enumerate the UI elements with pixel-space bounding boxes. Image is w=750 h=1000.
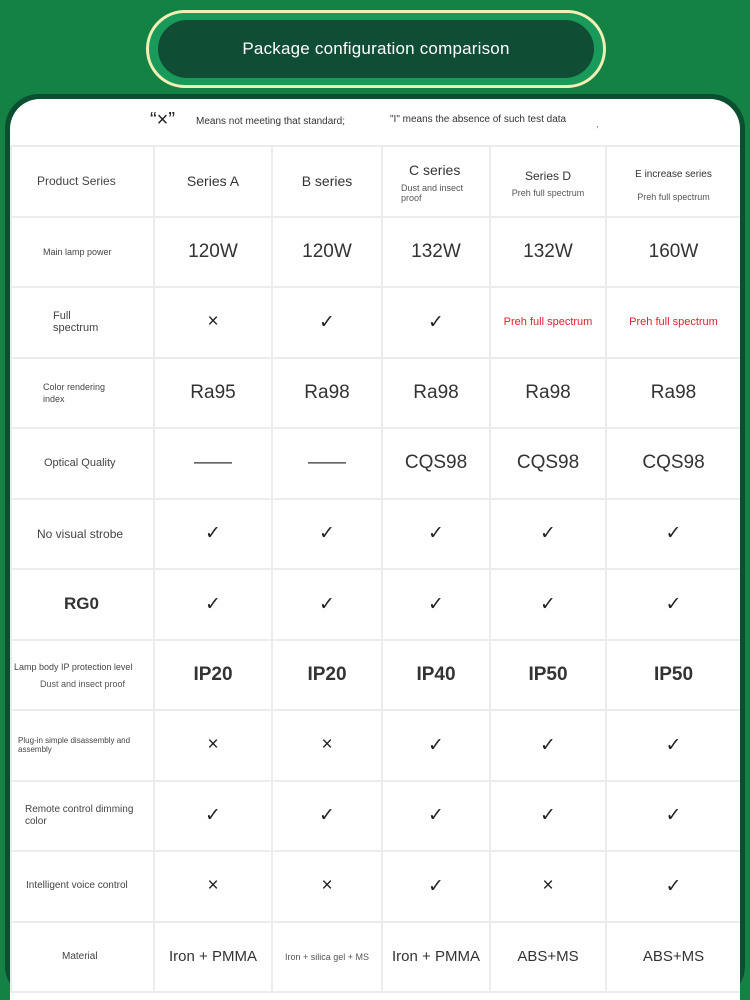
table-cell: —— <box>154 428 272 499</box>
table-cell: Iron + PMMA <box>382 922 490 993</box>
row-label: RG0 <box>11 569 154 640</box>
slash-legend-text: "I" means the absence of such test data <box>390 114 567 125</box>
table-cell: ✓ <box>490 710 606 781</box>
table-cell: 132W <box>382 217 490 288</box>
table-header-row <box>11 146 740 217</box>
table-row <box>11 710 740 781</box>
table-cell: ✓ <box>272 781 382 852</box>
table-cell: ✓ <box>382 569 490 640</box>
table-cell: Preh full spectrum <box>490 287 606 358</box>
row-label <box>11 640 154 711</box>
table-cell: 120W <box>154 217 272 288</box>
table-cell: IP20 <box>154 640 272 711</box>
table-cell: 132W <box>490 217 606 288</box>
title-banner <box>146 10 606 88</box>
table-cell: ✓ <box>490 781 606 852</box>
table-cell: Ra98 <box>382 358 490 429</box>
table-cell: × <box>490 851 606 922</box>
table-cell: ✓ <box>606 569 740 640</box>
table-row <box>11 287 740 358</box>
table-cell: ✓ <box>382 499 490 570</box>
header-label: Product Series <box>11 146 154 217</box>
row-label <box>11 781 154 852</box>
row-label: Material <box>11 922 154 993</box>
row-label-text: Full spectrum <box>53 310 99 335</box>
column-subtitle: Preh full spectrum <box>637 191 710 202</box>
column-name: B series <box>301 173 353 190</box>
table-cell: ✓ <box>490 569 606 640</box>
table-cell: Ra98 <box>272 358 382 429</box>
column-header <box>272 146 382 217</box>
page-title: Package configuration comparison <box>158 20 594 78</box>
table-cell: IP50 <box>606 640 740 711</box>
column-subtitle: Dust and insect proof <box>401 183 464 204</box>
table-cell: ✓ <box>382 710 490 781</box>
table-cell: ✓ <box>272 287 382 358</box>
table-cell: IP50 <box>490 640 606 711</box>
table-cell: × <box>154 851 272 922</box>
row-label-text: Plug-in simple disassembly and assembly <box>18 736 131 755</box>
table-row <box>11 569 740 640</box>
table-cell: Ra95 <box>154 358 272 429</box>
table-cell: ✓ <box>606 499 740 570</box>
table-cell: Preh full spectrum <box>606 287 740 358</box>
table-cell: Iron + silica gel + MS <box>272 922 382 993</box>
table-cell: Iron + PMMA <box>154 922 272 993</box>
cross-legend-text: Means not meeting that standard; <box>196 116 345 127</box>
table-row <box>11 640 740 711</box>
column-header <box>154 146 272 217</box>
table-cell: CQS98 <box>490 428 606 499</box>
column-name: E increase series <box>635 168 712 180</box>
column-name: Series A <box>186 173 240 190</box>
table-cell: ABS+MS <box>490 922 606 993</box>
table-row <box>11 922 740 993</box>
cross-legend-symbol: “×” <box>150 109 175 131</box>
table-cell: ✓ <box>606 710 740 781</box>
table-cell: CQS98 <box>606 428 740 499</box>
table-row <box>11 358 740 429</box>
table-cell: × <box>154 287 272 358</box>
table-cell: ABS+MS <box>606 922 740 993</box>
column-name: C series <box>409 162 461 179</box>
comparison-card <box>10 99 740 1000</box>
row-label <box>11 287 154 358</box>
table-row <box>11 499 740 570</box>
table-cell: ✓ <box>154 499 272 570</box>
comparison-table <box>10 145 740 993</box>
table-cell: ✓ <box>382 781 490 852</box>
legend <box>10 99 740 145</box>
table-cell: Ra98 <box>606 358 740 429</box>
column-header <box>490 146 606 217</box>
table-cell: CQS98 <box>382 428 490 499</box>
table-cell: ✓ <box>272 569 382 640</box>
table-cell: ✓ <box>154 569 272 640</box>
table-cell: ✓ <box>606 851 740 922</box>
row-label-text: Remote control dimming color <box>25 803 134 827</box>
table-cell: ✓ <box>382 287 490 358</box>
table-cell: ✓ <box>154 781 272 852</box>
table-cell: ✓ <box>382 851 490 922</box>
row-label <box>11 358 154 429</box>
table-row <box>11 851 740 922</box>
table-cell: IP40 <box>382 640 490 711</box>
column-subtitle: Preh full spectrum <box>511 188 585 199</box>
table-cell: Ra98 <box>490 358 606 429</box>
table-row <box>11 428 740 499</box>
table-cell: ✓ <box>490 499 606 570</box>
column-name: Series D <box>524 169 571 184</box>
row-label: Intelligent voice control <box>11 851 154 922</box>
table-cell: ✓ <box>606 781 740 852</box>
table-cell: IP20 <box>272 640 382 711</box>
table-cell: × <box>272 851 382 922</box>
legend-dot: , <box>596 119 599 129</box>
row-label: No visual strobe <box>11 499 154 570</box>
table-cell: 120W <box>272 217 382 288</box>
row-label: Main lamp power <box>11 217 154 288</box>
table-cell: 160W <box>606 217 740 288</box>
row-label-text: Lamp body IP protection level <box>14 661 133 672</box>
column-header <box>606 146 740 217</box>
table-cell: ✓ <box>272 499 382 570</box>
table-cell: × <box>272 710 382 781</box>
table-cell: —— <box>272 428 382 499</box>
row-label: Optical Quality <box>11 428 154 499</box>
column-header <box>382 146 490 217</box>
row-label <box>11 710 154 781</box>
table-row <box>11 217 740 288</box>
table-row <box>11 781 740 852</box>
row-label-text: Color rendering index <box>43 381 106 404</box>
table-cell: × <box>154 710 272 781</box>
row-sublabel: Dust and insect proof <box>40 678 126 689</box>
